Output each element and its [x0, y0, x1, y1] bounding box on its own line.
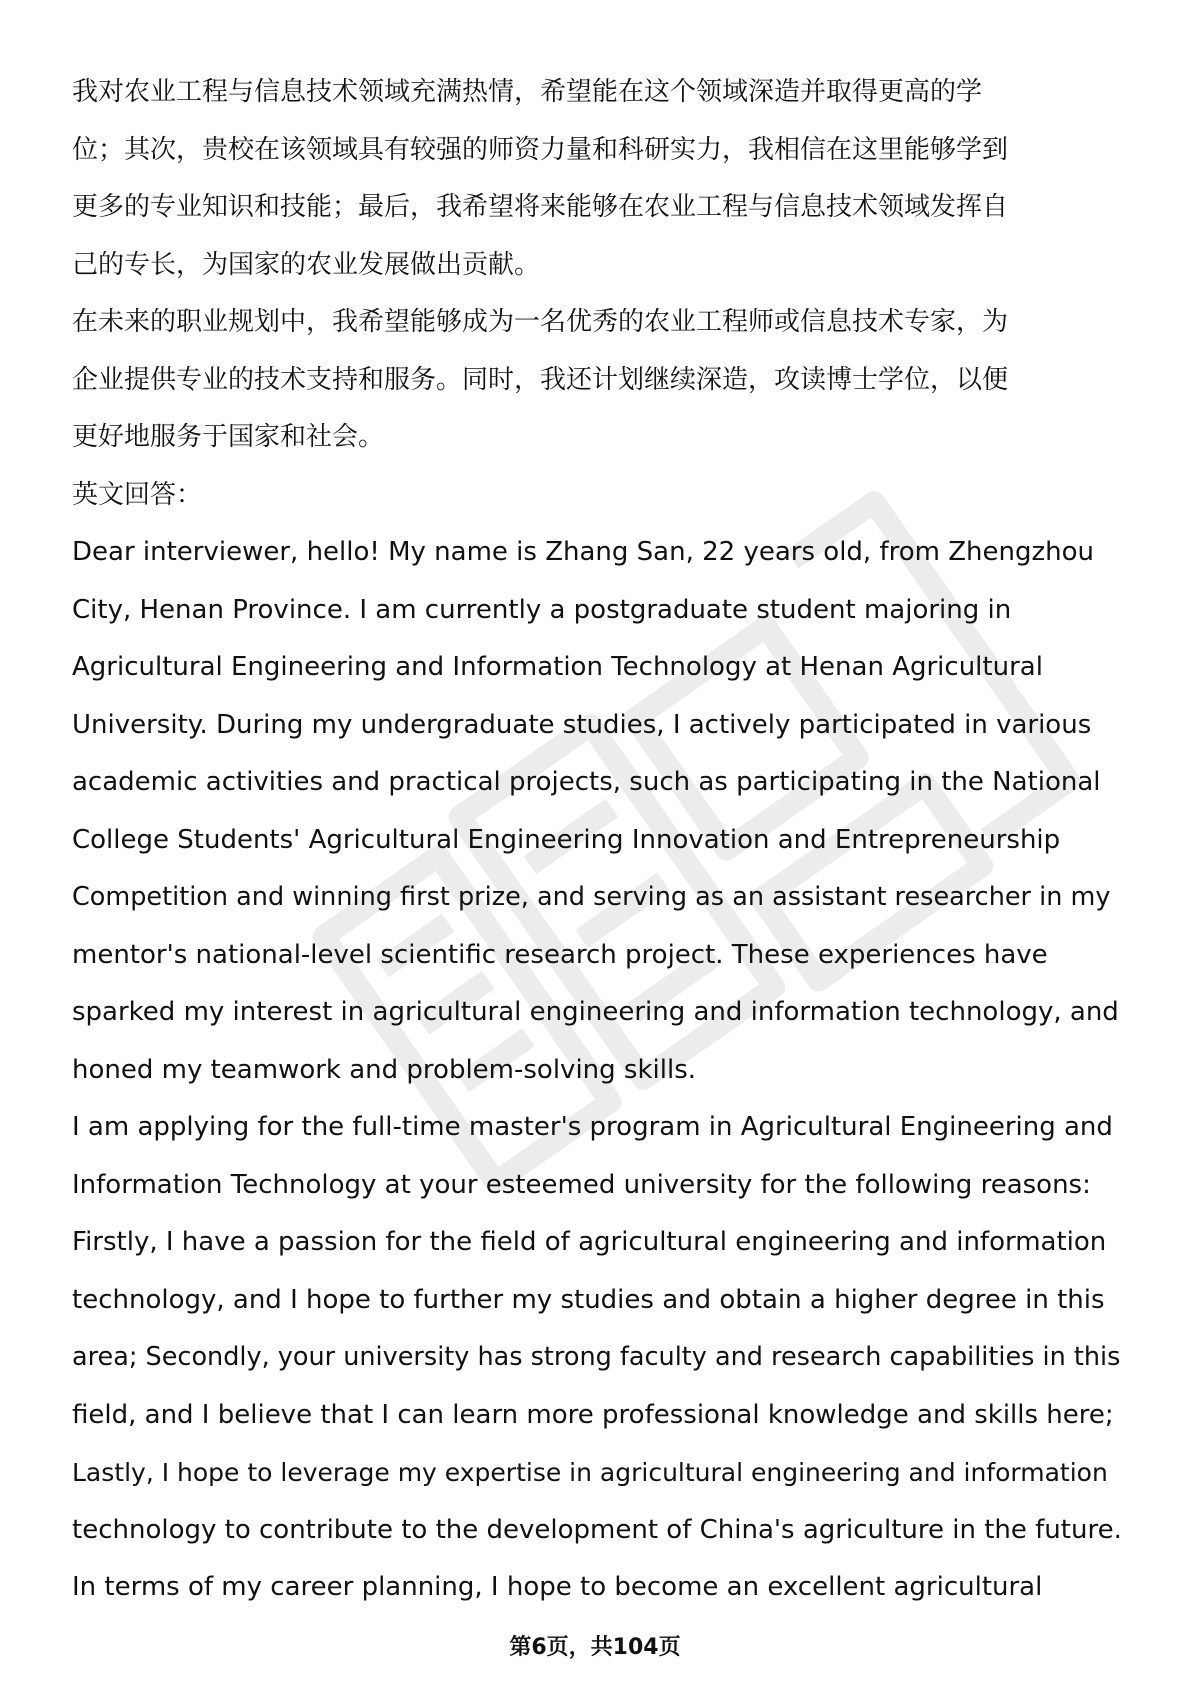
body-line: 己的专长，为国家的农业发展做出贡献。: [72, 249, 541, 280]
body-line: 更多的专业知识和技能；最后，我希望将来能够在农业工程与信息技术领域发挥自: [72, 192, 1009, 222]
body-line: technology to contribute to the development of China's agriculture in the future.: [72, 1514, 1122, 1545]
body-line: Agricultural Engineering and Information Technology at Henan Agricultural: [72, 652, 1043, 682]
body-line: I am applying for the full-time master's program in Agricultural Engineering and: [72, 1112, 1113, 1142]
body-line: mentor's national-level scientific research project. These experiences have: [72, 939, 1048, 970]
body-line: sparked my interest in agricultural engineering and information technology, and: [72, 997, 1119, 1027]
body-line: 位；其次，贵校在该领域具有较强的师资力量和科研实力，我相信在这里能够学到: [72, 134, 1009, 165]
body-line: In terms of my career planning, I hope to become an excellent agricultural: [72, 1572, 1043, 1602]
body-line: area; Secondly, your university has strong faculty and research capabilities in this: [72, 1342, 1121, 1372]
body-line: 我对农业工程与信息技术领域充满热情，希望能在这个领域深造并取得更高的学: [72, 77, 983, 107]
section-heading: 英文回答：: [72, 479, 203, 510]
body-line: 企业提供专业的技术支持和服务。同时，我还计划继续深造，攻读博士学位，以便: [72, 364, 1009, 395]
body-line: honed my teamwork and problem-solving skills.: [72, 1054, 696, 1085]
body-line: Dear interviewer, hello! My name is Zhang San, 22 years old, from Zhengzhou: [72, 537, 1094, 567]
body-line: academic activities and practical projects, such as participating in the National: [72, 767, 1101, 797]
body-line: field, and I believe that I can learn more professional knowledge and skills here;: [72, 1399, 1114, 1430]
body-line: College Students' Agricultural Engineering Innovation and Entrepreneurship: [72, 824, 1061, 855]
body-line: Competition and winning first prize, and serving as an assistant researcher in my: [72, 882, 1111, 912]
body-line: technology, and I hope to further my studies and obtain a higher degree in this: [72, 1284, 1105, 1315]
body-line: Lastly, I hope to leverage my expertise in agricultural engineering and information: [72, 1458, 1108, 1487]
body-line: City, Henan Province. I am currently a postgraduate student majoring in: [72, 594, 1012, 625]
body-line: Information Technology at your esteemed university for the following reasons:: [72, 1169, 1091, 1200]
document-body: [72, 64, 1122, 1617]
page-number: 第6页，共104页: [509, 1635, 681, 1660]
body-line: 在未来的职业规划中，我希望能够成为一名优秀的农业工程师或信息技术专家，为: [72, 307, 1009, 337]
body-line: University. During my undergraduate studies, I actively participated in various: [72, 709, 1092, 740]
body-line: 更好地服务于国家和社会。: [72, 422, 385, 452]
body-line: Firstly, I have a passion for the field of agricultural engineering and information: [72, 1227, 1107, 1257]
